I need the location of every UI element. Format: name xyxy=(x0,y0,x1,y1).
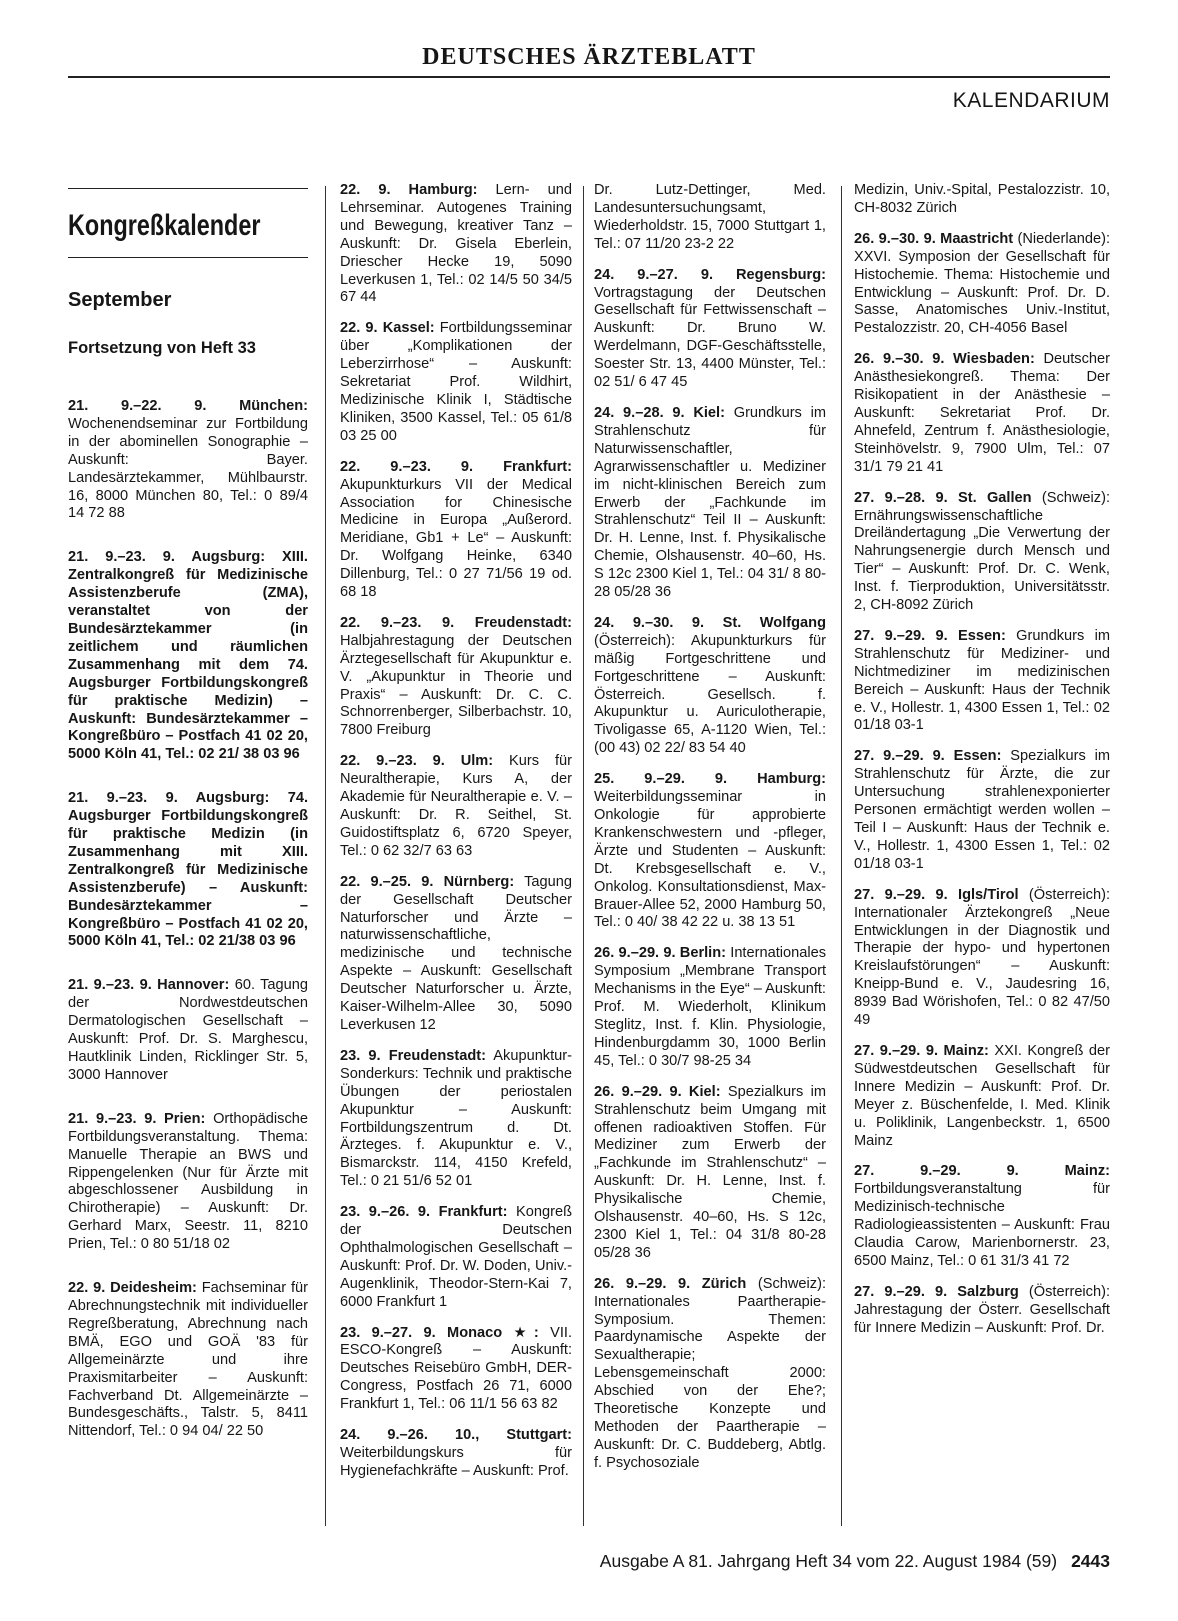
entry-date-place: 23. 9.–27. 9. Monaco ★: xyxy=(340,1324,539,1341)
entry-text: (Österreich): Internationaler Ärztekongreß „Neue Entwicklungen in der Diagnostik und Therapie der hypo- und hypertonen Kreislaufstörungen“ – Auskunft: Kneipp-Bund e. V., Jaudesring 16, 8939 Bad Wörishofen, Tel.: 0 82 47/50 49 xyxy=(854,886,1110,1029)
entry-date-place: 26. 9.–29. 9. Zürich xyxy=(594,1275,747,1292)
entry-text: Lern- und Lehrseminar. Autogenes Training und Bewegung, kreativer Tanz – Auskunft: Dr. Gisela Eberlein, Driescher Hecke 19, 5090 Leverkusen 1, Tel.: 02 14/5 50 34/5 67 44 xyxy=(340,182,573,306)
calendar-entry xyxy=(854,748,1110,873)
entry-text: Medizin, Univ.-Spital, Pestalozzistr. 10, CH-8032 Zürich xyxy=(854,182,1110,216)
column-4 xyxy=(854,182,1110,1351)
calendar-entry xyxy=(854,182,1110,218)
entry-text: Dr. Lutz-Dettinger, Med. Landesuntersuchungsamt, Wiederholdstr. 15, 7000 Stuttgart 1, Tel.: 07 11/20 23-2 22 xyxy=(594,182,826,252)
calendar-entry xyxy=(68,977,308,1084)
entry-text: Akupunkturkurs VII der Medical Association for Chinesische Medicine in Europa „Außerord. Meridiane, Gb1 + Le“ – Auskunft: Dr. Wolfgang Heinke, 6340 Dillenburg, Tel.: 0 27 71/56 19 od. 68 18 xyxy=(340,476,572,601)
entry-date-place: 24. 9.–26. 10., Stuttgart: xyxy=(340,1427,572,1444)
entry-text: 60. Tagung der Nordwestdeutschen Dermatologischen Gesellschaft – Auskunft: Prof. Dr. S. Marghescu, Hautklinik Linden, Ricklinger Str. 5, 3000 Hannover xyxy=(68,977,308,1083)
entry-date-place: 24. 9.–27. 9. Regensburg: xyxy=(594,266,826,283)
entry-date-place: 21. 9.–23. 9. Augsburg: 74. Augsburger Fortbildungskongreß für praktische Medizin (in Zusammenhang mit XIII. Zentralkongreß für Medizinische Assistenzberufe) – Auskunft: Bundesärztekammer – Kongreßbüro – Postfach 41 02 20, 5000 Köln 41, Tel.: 02 21/38 03 96 xyxy=(68,790,308,950)
entry-text: (Niederlande): XXVI. Symposion der Gesellschaft für Histochemie. Thema: Histochemie und Entwicklung – Auskunft: Prof. Dr. D. Sasse, Anatomisches Univ.-Institut, Pestalozzistr. 20, CH-4056 Basel xyxy=(854,230,1111,337)
entry-text: Spezialkurs im Strahlenschutz für Ärzte, die zur Untersuchung strahlenexponierter Personen ermächtigt werden wollen – Teil I – Auskunft: Haus der Technik e. V., Hollestr. 1, 4300 Essen 1, Tel.: 02 01/18 03-1 xyxy=(854,748,1110,872)
calendar-entry xyxy=(594,267,826,392)
column-rule xyxy=(583,186,584,1526)
entry-text: Halbjahrestagung der Deutschen Ärztegesellschaft für Akupunktur e. V. „Akupunktur in Theorie und Praxis“ – Auskunft: Dr. C. C. Schnorrenberger, Silberbachstr. 10, 7800 Freiburg xyxy=(340,632,572,739)
entry-date-place: 22. 9. Kassel: xyxy=(340,320,435,337)
entry-list xyxy=(854,182,1110,1338)
entry-text: (Schweiz): Ernährungswissenschaftliche Dreiländertagung „Die Verwertung der Nahrungsenergie durch Mensch und Tier“ – Auskunft: Prof. Dr. C. Wenk, Inst. f. Tierproduktion, Universitätsstr. 2, CH-8092 Zürich xyxy=(854,489,1110,614)
calendar-entry xyxy=(340,753,572,860)
calendar-entry xyxy=(854,887,1110,1030)
entry-text: Grundkurs im Strahlenschutz für Mediziner- und Nichtmediziner im medizinischen Bereich – Auskunft: Haus der Technik e. V., Hollestr. 1, 4300 Essen 1, Tel.: 02 01/18 03-1 xyxy=(854,627,1111,734)
entry-date-place: 23. 9. Freudenstadt: xyxy=(340,1047,486,1064)
section-label: KALENDARIUM xyxy=(952,89,1110,112)
calendar-entry xyxy=(68,398,308,523)
calendar-entry xyxy=(854,1163,1110,1270)
entry-date-place: 23. 9.–26. 9. Frankfurt: xyxy=(340,1204,508,1221)
column-3 xyxy=(594,182,826,1486)
calendar-entry xyxy=(854,1284,1110,1338)
calendar-entry xyxy=(594,771,826,932)
calendar-entry xyxy=(340,459,572,602)
entry-date-place: 27. 9.–29. 9. Mainz: xyxy=(854,1163,1110,1180)
entry-date-place: 22. 9.–23. 9. Ulm: xyxy=(340,753,494,770)
entry-date-place: 22. 9.–25. 9. Nürnberg: xyxy=(340,873,515,890)
entry-text: (Österreich): Akupunkturkurs für mäßig Fortgeschrittene und Fortgeschrittene – Auskunft: Österreich. Gesellsch. f. Akupunktur u. Auriculotherapie, Tivoligasse 65, A-1120 Wien, Tel.: (00 43) 02 22/ 83 54 40 xyxy=(594,632,826,757)
entry-list xyxy=(340,182,572,1481)
calendar-entry xyxy=(68,549,308,764)
entry-text: (Schweiz): Internationales Paartherapie-Symposium. Themen: Paardynamische Aspekte der Sexualtherapie; Lebensgemeinschaft 2000: Abschied von der Ehe?; Theoretische Konzepte und Methoden der Paartherapie – Auskunft: Dr. C. Buddeberg, Abtlg. f. Psychosoziale xyxy=(594,1275,827,1471)
calendar-entry xyxy=(854,628,1110,735)
column-rule xyxy=(325,186,326,1526)
entry-date-place: 22. 9. Hamburg: xyxy=(340,182,478,198)
calendar-entry xyxy=(594,1084,826,1263)
calendar-entry xyxy=(594,945,826,1070)
entry-date-place: 26. 9.–30. 9. Maastricht xyxy=(854,230,1014,247)
entry-text: Grundkurs im Strahlenschutz für Naturwissenschaftler, Agrarwissenschaftler u. Mediziner im nicht-klinischen Bereich zum Erwerb der „Fachkunde im Strahlenschutz“ Teil II – Auskunft: Dr. H. Lenne, Inst. f. Physikalische Chemie, Olshausenstr. 40–60, Hs. S 12c 2300 Kiel 1, Tel.: 04 31/ 8 80-28 05/28 36 xyxy=(594,404,827,601)
entry-date-place: 22. 9.–23. 9. Freudenstadt: xyxy=(340,614,572,631)
entry-date-place: 27. 9.–29. 9. Mainz: xyxy=(854,1042,989,1059)
entry-date-place: 25. 9.–29. 9. Hamburg: xyxy=(594,771,826,788)
column-2 xyxy=(340,182,572,1494)
calendar-entry xyxy=(340,1204,572,1311)
calendar-entry xyxy=(340,1325,572,1415)
entry-text: (Österreich): Jahrestagung der Österr. Gesellschaft für Innere Medizin – Auskunft: Prof. Dr. xyxy=(854,1283,1111,1336)
entry-date-place: 21. 9.–22. 9. München: xyxy=(68,398,308,414)
calendar-entry xyxy=(68,1280,308,1441)
calendar-entry xyxy=(594,182,826,254)
entry-date-place: 27. 9.–29. 9. Salzburg xyxy=(854,1283,1019,1300)
entry-date-place: 26. 9.–30. 9. Wiesbaden: xyxy=(854,351,1035,368)
column-1 xyxy=(68,188,308,1467)
page-footer xyxy=(600,1550,1110,1572)
entry-text: Internationales Symposium „Membrane Transport Mechanisms in the Eye“ – Auskunft: Prof. M. Wiederholt, Klinikum Steglitz, Inst. f. Klin. Physiologie, Hindenburgdamm 30, 1000 Berlin 45, Tel.: 0 30/7 98-25 34 xyxy=(594,945,827,1069)
calendar-entry xyxy=(68,1111,308,1254)
masthead-rule xyxy=(68,76,1110,78)
entry-text: Weiterbildungsseminar in Onkologie für approbierte Krankenschwestern und -pfleger, Ärzte und Studenten – Auskunft: Dt. Krebsgesellschaft e. V., Onkolog. Konsultationsdienst, Max-Brauer-Allee 52, 2000 Hamburg 50, Tel.: 0 40/ 38 42 22 u. 38 13 51 xyxy=(594,789,826,931)
issue-info: Ausgabe A 81. Jahrgang Heft 34 vom 22. August 1984 (59) xyxy=(599,1551,1058,1571)
entry-text: Kurs für Neuraltherapie, Kurs A, der Akademie für Neuraltherapie e. V. – Auskunft: Dr. R. Seithel, St. Guidostiftsplatz 6, 6720 Speyer, Tel.: 0 62 32/7 63 63 xyxy=(340,753,572,859)
entry-text: Fachseminar für Abrechnungstechnik mit individueller Regreßberatung, Abrechnung nach BMÄ, EGO und GOÄ '83 für Allgemeinärzte und ihre Praxismitarbeiter – Auskunft: Fachverband Dt. Allgemeinärzte – Bundesgeschäfts., Talstr. 5, 8411 Nittendorf, Tel.: 0 94 04/ 22 50 xyxy=(68,1280,308,1440)
entry-text: Fortbildungsseminar über „Komplikationen der Leberzirrhose“ – Auskunft: Sekretariat Prof. Wildhirt, Medizinische Klinik I, Städtische Kliniken, 3500 Kassel, Tel.: 05 61/8 03 25 00 xyxy=(340,320,572,444)
calendar-entry xyxy=(68,790,308,951)
entry-date-place: 24. 9.–30. 9. St. Wolfgang xyxy=(594,614,826,631)
calendar-entry xyxy=(594,1276,826,1473)
entry-text: Orthopädische Fortbildungsveranstaltung. Thema: Manuelle Therapie an BWS und Rippengelenken (Nur für Ärzte mit abgeschlossener Ausbildung in Chirotherapie) – Auskunft: Dr. Gerhard Marx, Seestr. 11, 8210 Prien, Tel.: 0 80 51/18 02 xyxy=(68,1110,308,1253)
month-heading: September xyxy=(68,289,172,311)
entry-date-place: 27. 9.–28. 9. St. Gallen xyxy=(854,489,1032,506)
calendar-entry xyxy=(340,182,572,307)
entry-date-place: 26. 9.–29. 9. Berlin: xyxy=(594,945,727,962)
calendar-entry xyxy=(340,1048,572,1191)
entry-text: Wochenendseminar zur Fortbildung in der abominellen Sonographie – Auskunft: Bayer. Landesärztekammer, Mühlbaurstr. 16, 8000 München 80, Tel.: 0 89/4 14 72 88 xyxy=(68,415,308,522)
entry-list xyxy=(594,182,826,1473)
calendar-entry xyxy=(594,615,826,758)
masthead: DEUTSCHES ÄRZTEBLATT xyxy=(422,44,756,70)
calendar-entry xyxy=(340,874,572,1035)
continuation-note: Fortsetzung von Heft 33 xyxy=(68,339,256,357)
calendar-entry xyxy=(854,351,1110,476)
entry-text: VII. ESCO-Kongreß – Auskunft: Deutsches Reisebüro GmbH, DER-Congress, Postfach 26 71, 6000 Frankfurt 1, Tel.: 06 11/1 56 63 82 xyxy=(340,1324,573,1413)
entry-text: Kongreß der Deutschen Ophthalmologischen Gesellschaft – Auskunft: Prof. Dr. W. Doden, Univ.-Augenklinik, Theodor-Stern-Kai 7, 6000 Frankfurt 1 xyxy=(340,1204,572,1310)
heading-rule xyxy=(68,257,308,258)
entry-list xyxy=(68,398,308,1441)
entry-date-place: 22. 9. Deidesheim: xyxy=(68,1280,197,1297)
entry-date-place: 22. 9.–23. 9. Frankfurt: xyxy=(340,458,572,475)
entry-date-place: 27. 9.–29. 9. Essen: xyxy=(854,748,1002,765)
calendar-entry xyxy=(854,490,1110,615)
entry-date-place: 27. 9.–29. 9. Essen: xyxy=(854,627,1006,644)
entry-date-place: 26. 9.–29. 9. Kiel: xyxy=(594,1083,721,1100)
page-title: Kongreßkalender xyxy=(68,209,261,242)
entry-date-place: 27. 9.–29. 9. Igls/Tirol xyxy=(854,886,1019,903)
column-rule xyxy=(841,186,842,1526)
entry-text: XXI. Kongreß der Südwestdeutschen Gesellschaft für Innere Medizin – Auskunft: Prof. Dr. Meyer z. Büschenfelde, I. Med. Klinik u. Poliklinik, Langenbeckstr. 1, 6500 Mainz xyxy=(854,1042,1110,1149)
calendar-entry xyxy=(854,231,1110,338)
entry-date-place: 24. 9.–28. 9. Kiel: xyxy=(594,404,725,421)
calendar-entry xyxy=(340,1427,572,1481)
calendar-entry xyxy=(854,1043,1110,1150)
page-number: 2443 xyxy=(1071,1551,1110,1571)
heading-rule xyxy=(68,188,308,189)
calendar-entry xyxy=(340,320,572,445)
entry-date-place: 21. 9.–23. 9. Prien: xyxy=(68,1110,206,1127)
entry-date-place: 21. 9.–23. 9. Hannover: xyxy=(68,977,230,994)
entry-text: Deutscher Anästhesiekongreß. Thema: Der Risikopatient in der Anästhesie – Auskunft: Sekretariat Prof. Dr. Ahnefeld, Zentrum f. Anästhesiologie, Steinhövelstr. 9, 7900 Ulm, Tel.: 07 31/1 79 21 41 xyxy=(854,351,1110,475)
entry-text: Spezialkurs im Strahlenschutz beim Umgang mit offenen radioaktiven Stoffen. Für Mediziner zum Erwerb der „Fachkunde im Strahlenschutz“ – Auskunft: Dr. H. Lenne, Inst. f. Physikalische Chemie, Olshausenstr. 40–60, Hs. S 12c, 2300 Kiel 1, Tel.: 04 31/8 80-28 05/28 36 xyxy=(594,1083,826,1261)
entry-text: Vortragstagung der Deutschen Gesellschaft für Fettwissenschaft – Auskunft: Dr. Bruno W. Werdelmann, DGF-Geschäftsstelle, Soester Str. 13, 4400 Münster, Tel.: 02 51/ 6 47 45 xyxy=(594,284,826,391)
calendar-entry xyxy=(340,615,572,740)
entry-date-place: 21. 9.–23. 9. Augsburg: XIII. Zentralkongreß für Medizinische Assistenzberufe (ZMA), veranstaltet von der Bundesärztekammer (in zeitlichem und räumlichen Zusammenhang mit dem 74. Augsburger Fortbildungskongreß für praktische Medizin) – Auskunft: Bundesärztekammer – Kongreßbüro – Postfach 41 02 20, 5000 Köln 41, Tel.: 02 21/ 38 03 96 xyxy=(68,549,308,763)
entry-text: Akupunktur-Sonderkurs: Technik und praktische Übungen der periostalen Akupunktur – Auskunft: Fortbildungszentrum d. Dt. Ärzteges. f. Akupunktur e. V., Bismarckstr. 114, 4150 Krefeld, Tel.: 0 21 51/6 52 01 xyxy=(340,1047,572,1190)
entry-text: Fortbildungsveranstaltung für Medizinisch-technische Radiologieassistenten – Auskunft: Frau Claudia Carow, Marienbornerstr. 23, 6500 Mainz, Tel.: 0 61 31/3 41 72 xyxy=(854,1181,1110,1269)
calendar-entry xyxy=(594,405,826,602)
entry-text: Tagung der Gesellschaft Deutscher Naturforscher und Ärzte – naturwissenschaftliche, medizinische und technische Aspekte – Auskunft: Gesellschaft Deutscher Naturforscher u. Ärzte, Kaiser-Wilhelm-Allee 30, 5090 Leverkusen 12 xyxy=(340,873,573,1033)
entry-text: Weiterbildungskurs für Hygienefachkräfte – Auskunft: Prof. xyxy=(340,1445,572,1479)
